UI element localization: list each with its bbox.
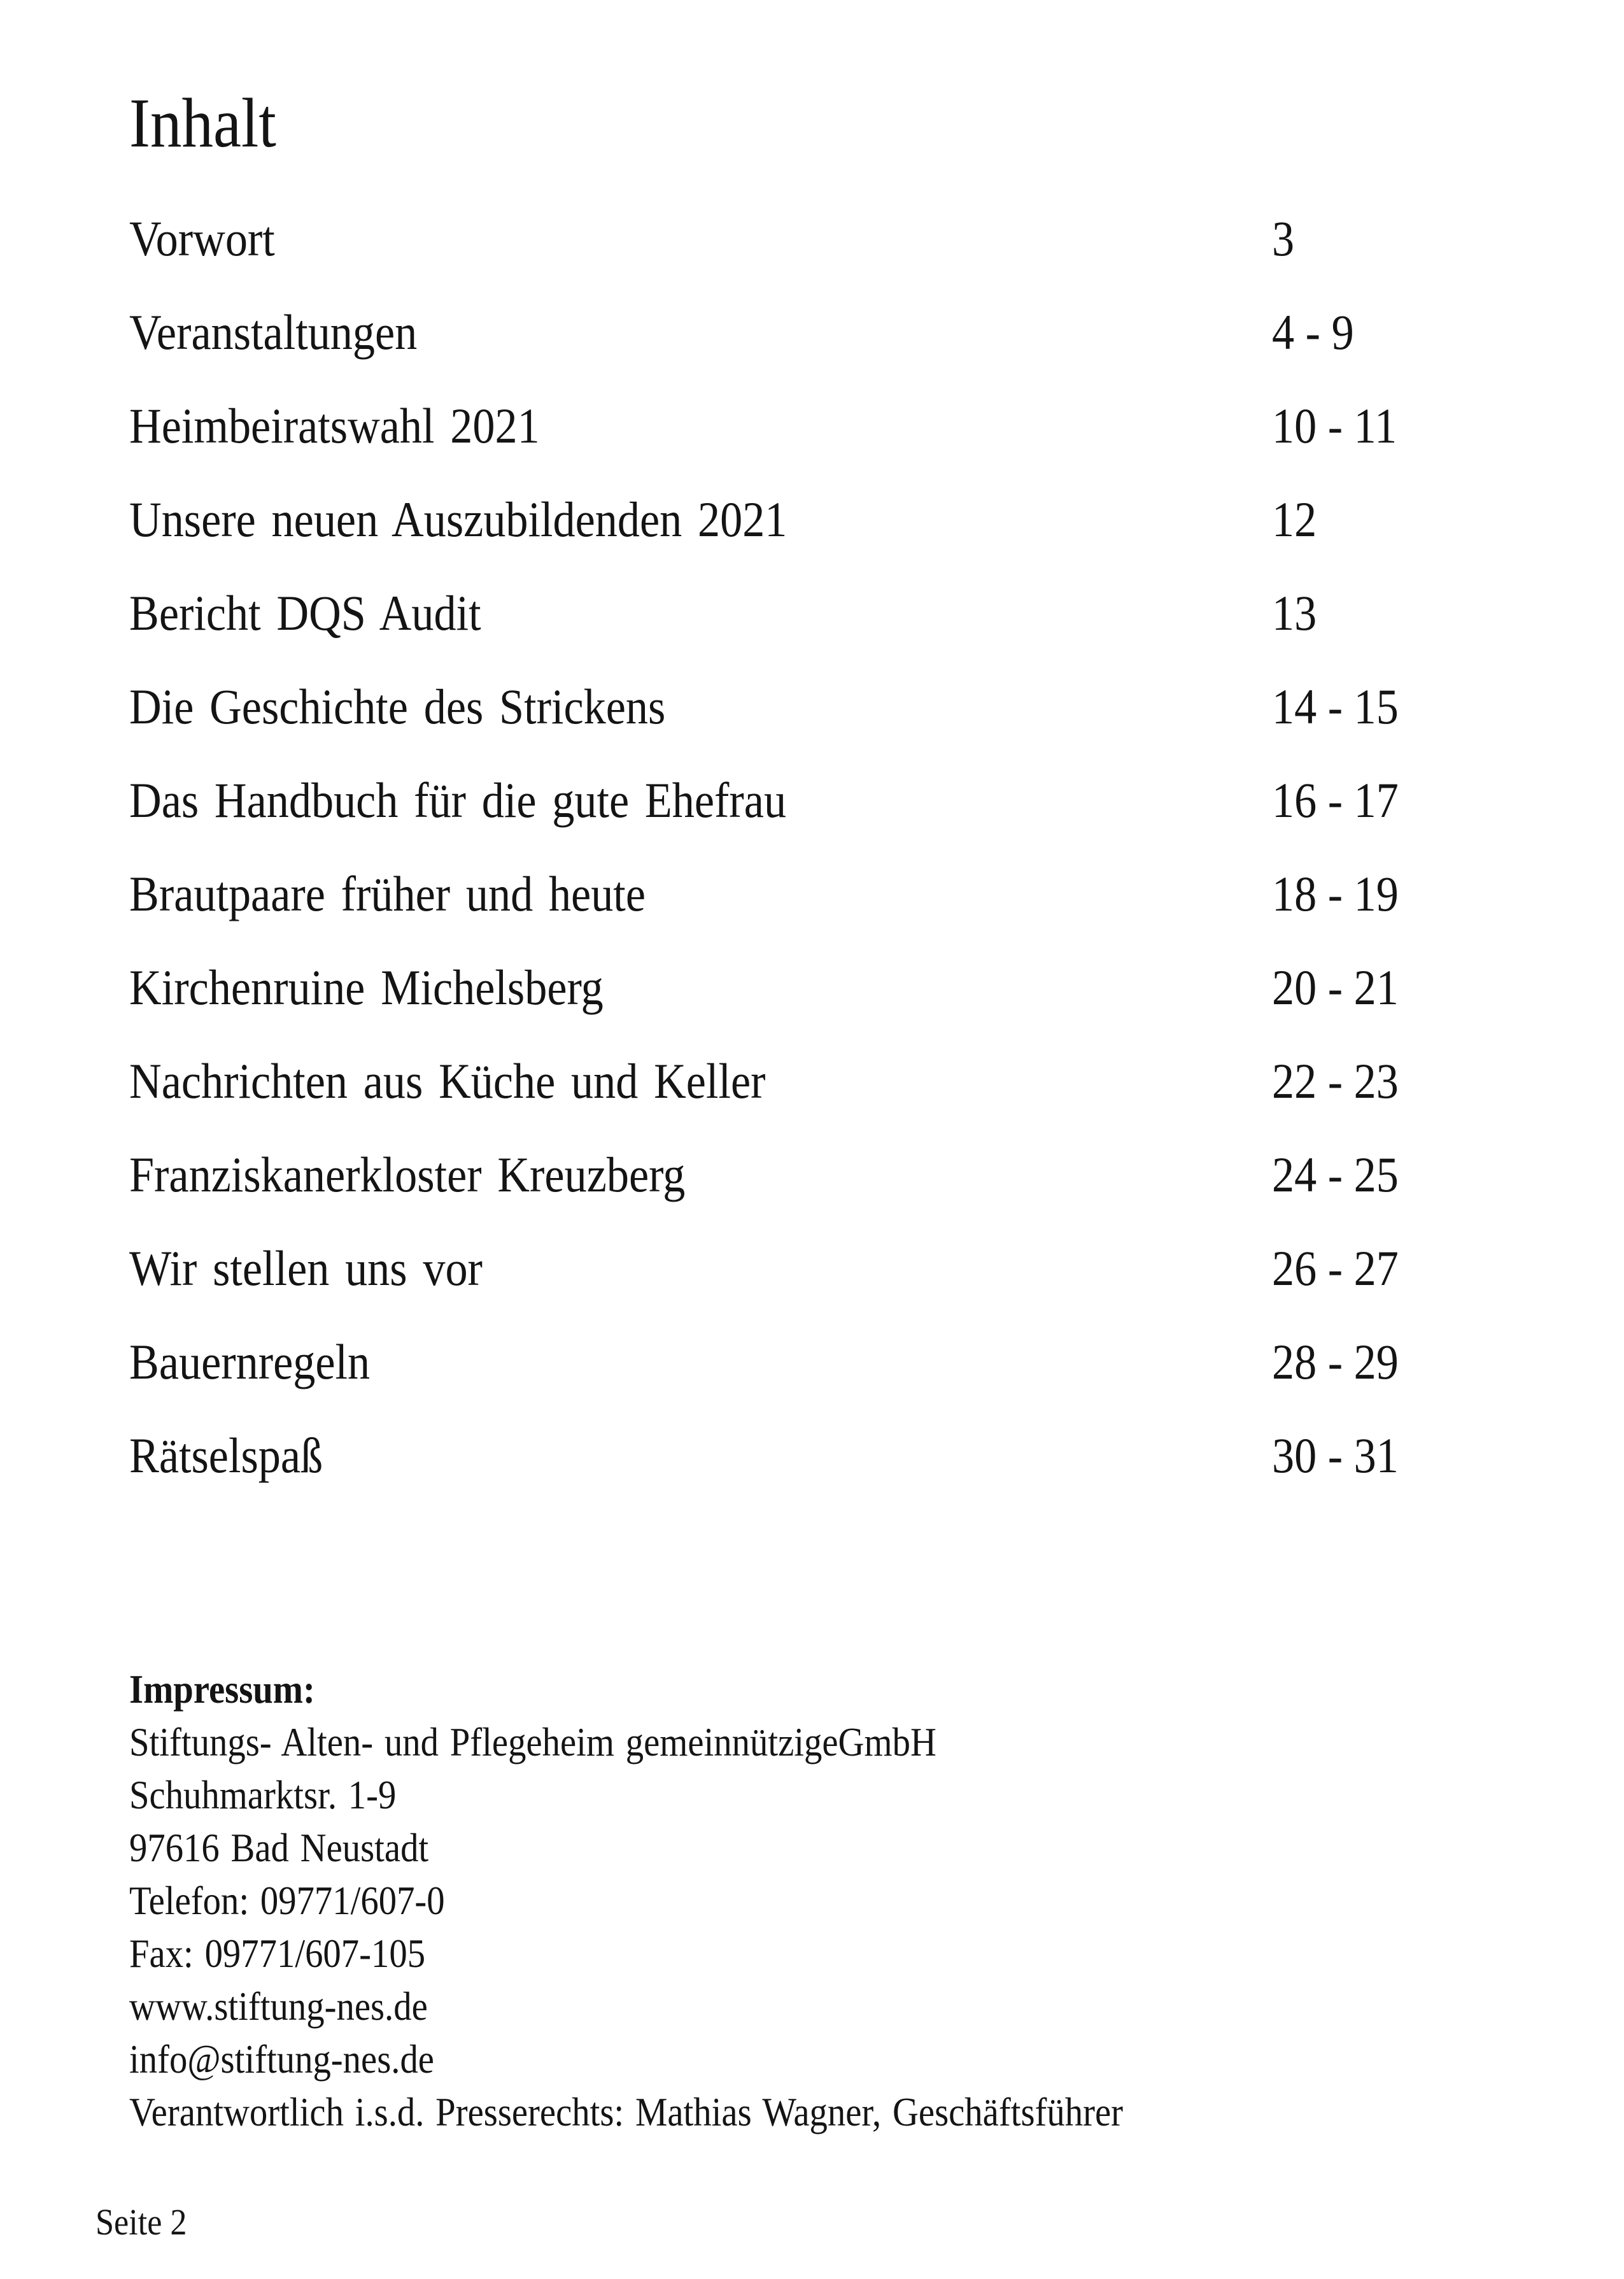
toc-entry [129,1315,1495,1409]
toc-entry-pages: 16 - 17 [1272,772,1399,828]
toc-entry [129,1128,1495,1221]
toc-entry-pages: 10 - 11 [1272,398,1397,453]
toc-entry [129,1034,1495,1128]
toc-list [129,192,1495,1502]
toc-entry [129,1221,1495,1315]
toc-entry-title: Brautpaare früher und heute [129,866,646,921]
toc-entry-title: Franziskanerkloster Kreuzberg [129,1147,686,1202]
toc-entry [129,660,1495,753]
toc-entry [129,847,1495,941]
impressum-line: Verantwortlich i.s.d. Presserechts: Mathias Wagner, Geschäftsführer [129,2090,1124,2134]
impressum [129,1663,1233,2139]
impressum-line: info@stiftung-nes.de [129,2037,434,2082]
toc-entry-title: Veranstaltungen [129,304,418,360]
toc-entry-title: Bericht DQS Audit [129,585,481,641]
toc-entry-pages: 13 [1272,585,1317,641]
toc-entry-title: Unsere neuen Auszubildenden 2021 [129,492,787,547]
impressum-lines [129,1716,1233,2139]
toc-entry-title: Wir stellen uns vor [129,1240,483,1296]
toc-entry-title: Die Geschichte des Strickens [129,679,666,734]
toc-entry-title: Vorwort [129,211,275,266]
toc-entry [129,472,1495,566]
toc-entry-pages: 3 [1272,211,1295,266]
toc-entry-pages: 14 - 15 [1272,679,1399,734]
toc-entry [129,753,1495,847]
toc-entry-pages: 18 - 19 [1272,866,1399,921]
page-number-footer: Seite 2 [95,2201,187,2243]
impressum-line: Schuhmarktsr. 1-9 [129,1773,397,1817]
impressum-line: 97616 Bad Neustadt [129,1826,429,1870]
toc-entry [129,566,1495,660]
toc-entry-title: Das Handbuch für die gute Ehefrau [129,772,787,828]
toc-entry-pages: 28 - 29 [1272,1334,1399,1389]
toc-entry-pages: 24 - 25 [1272,1147,1399,1202]
toc-entry [129,941,1495,1034]
impressum-line: Fax: 09771/607-105 [129,1931,426,1976]
toc-entry [129,1409,1495,1502]
impressum-line: Telefon: 09771/607-0 [129,1878,445,1923]
toc-entry [129,379,1495,472]
impressum-line: Stiftungs- Alten- und Pflegeheim gemeinnützigeGmbH [129,1720,936,1764]
toc-entry-pages: 30 - 31 [1272,1428,1399,1483]
toc-entry-pages: 20 - 21 [1272,960,1399,1015]
toc-entry-pages: 12 [1272,492,1317,547]
impressum-heading: Impressum: [129,1667,315,1712]
toc-entry [129,192,1495,285]
toc-entry [129,285,1495,379]
toc-entry-pages: 22 - 23 [1272,1053,1399,1109]
toc-entry-title: Nachrichten aus Küche und Keller [129,1053,766,1109]
toc-entry-title: Heimbeiratswahl 2021 [129,398,540,453]
page-title: Inhalt [129,84,276,162]
toc-entry-title: Rätselspaß [129,1428,323,1483]
toc-entry-pages: 26 - 27 [1272,1240,1399,1296]
toc-entry-pages: 4 - 9 [1272,304,1354,360]
toc-entry-title: Kirchenruine Michelsberg [129,960,604,1015]
impressum-line: www.stiftung-nes.de [129,1984,428,2029]
toc-entry-title: Bauernregeln [129,1334,371,1389]
